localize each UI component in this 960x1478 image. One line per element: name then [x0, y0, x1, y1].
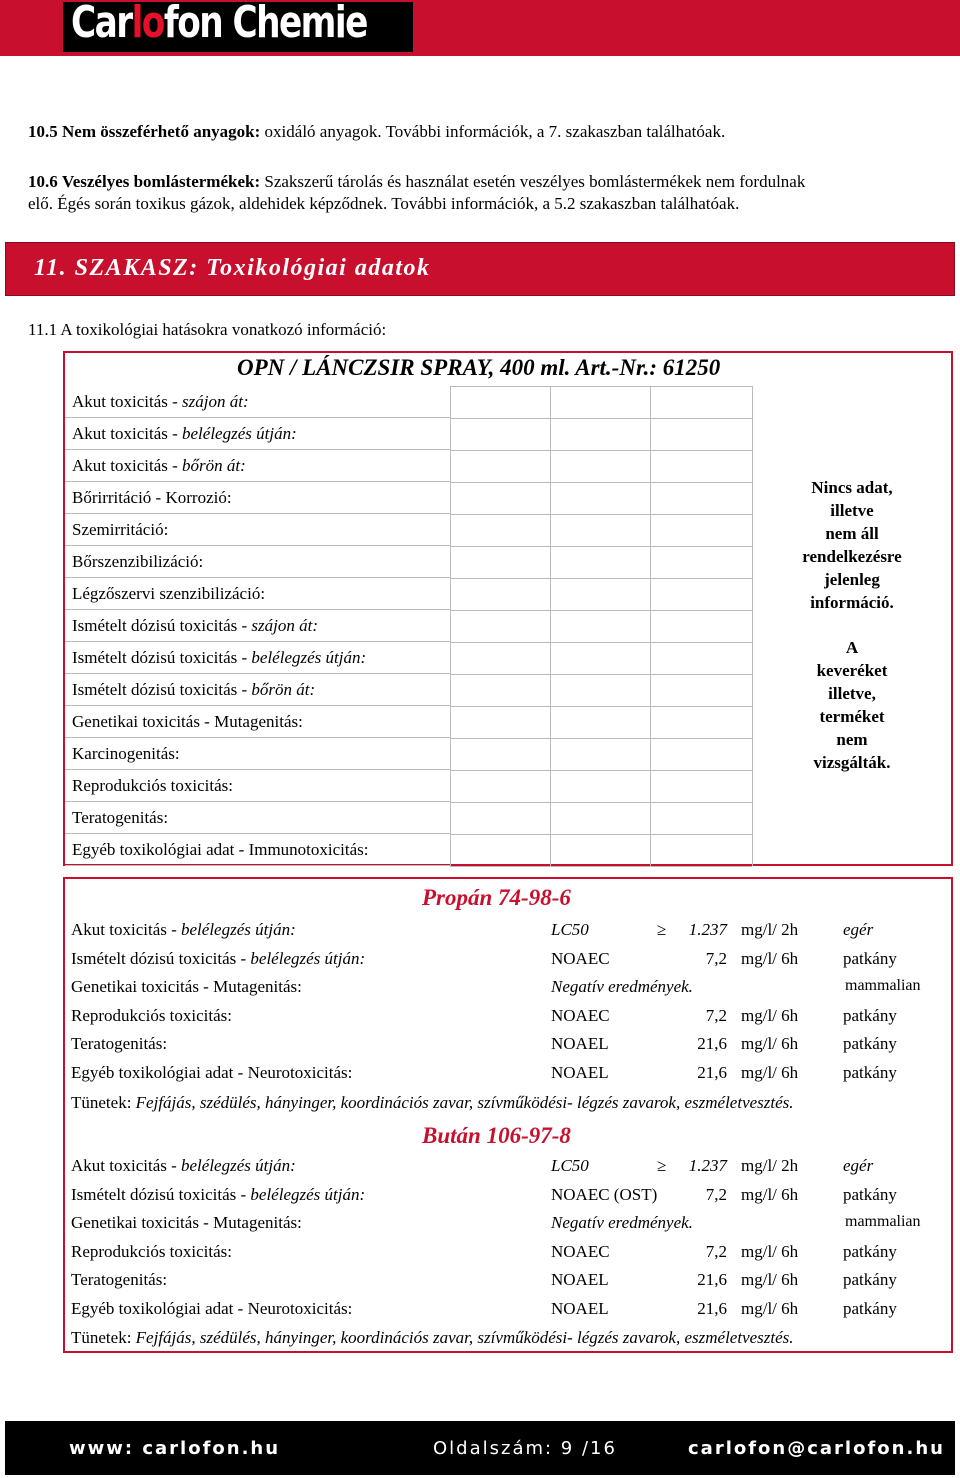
component-row-method: NOAEL — [551, 1270, 609, 1289]
component-row-label: Teratogenitás: — [71, 1270, 168, 1289]
butan-symptoms: Tünetek: Fejfájás, szédülés, hányinger, koordinációs zavar, szívműködési- légzés zavarok, eszméletvesztés. — [71, 1328, 794, 1347]
component-row-value: 1.237 — [688, 920, 727, 939]
tox-row — [65, 642, 450, 674]
component-row-unit: mg/l/ 2h — [741, 1156, 799, 1175]
section-11-banner — [5, 242, 955, 296]
note-line: információ. — [810, 593, 894, 612]
component-row-label: Teratogenitás: — [71, 1034, 168, 1053]
tox-row — [65, 770, 450, 802]
tox-row — [65, 738, 450, 770]
tox-row-label: Szemirritáció: — [72, 520, 169, 539]
component-row-value: 21,6 — [697, 1270, 727, 1289]
component-row-method: Negatív eredmények. — [551, 1213, 693, 1232]
note-line: illetve — [830, 501, 874, 520]
component-row-unit: mg/l/ 2h — [741, 920, 799, 939]
footer-email: carlofon@carlofon.hu — [688, 1438, 945, 1459]
component-row-label: Reprodukciós toxicitás: — [71, 1242, 233, 1261]
component-row-unit: mg/l/ 6h — [741, 1270, 799, 1289]
component-row-unit: mg/l/ 6h — [741, 1185, 799, 1204]
tox-row — [65, 514, 450, 546]
table-row-divider — [450, 770, 752, 771]
component-row-unit: mg/l/ 6h — [741, 949, 799, 968]
component-row-method: NOAEL — [551, 1063, 609, 1082]
note-line: nem áll — [825, 524, 879, 543]
propan-title: Propán 74-98-6 — [422, 885, 571, 910]
butan-title: Bután 106-97-8 — [422, 1123, 571, 1148]
component-row-method: NOAEL — [551, 1034, 609, 1053]
component-row-value: 7,2 — [705, 1242, 727, 1261]
tox-row-label: Genetikai toxicitás - Mutagenitás: — [72, 712, 303, 731]
component-row-value: 7,2 — [705, 1185, 727, 1204]
component-row-value: 1.237 — [688, 1156, 727, 1175]
table-row-divider — [450, 866, 752, 867]
table-column-divider — [550, 386, 551, 866]
table-row-divider — [450, 642, 752, 643]
tox-row-label: Karcinogenitás: — [72, 744, 180, 763]
table-row-divider — [450, 482, 752, 483]
tox-row — [65, 834, 450, 866]
tox-row — [65, 450, 450, 482]
component-row-species: patkány — [843, 1006, 897, 1025]
propan-symptoms: Tünetek: Fejfájás, szédülés, hányinger, koordinációs zavar, szívműködési- légzés zavarok, eszméletvesztés. — [71, 1093, 794, 1112]
table-row-divider — [450, 802, 752, 803]
component-row-unit: mg/l/ 6h — [741, 1063, 799, 1082]
company-logo: Carlofon Chemie — [71, 0, 367, 48]
component-row-value: 21,6 — [697, 1034, 727, 1053]
no-data-note — [752, 476, 952, 614]
component-row-method: NOAEL — [551, 1299, 609, 1318]
component-row-species: patkány — [843, 1034, 897, 1053]
tox-row-label: Bőrszenzibilizáció: — [72, 552, 204, 571]
component-row-unit: mg/l/ 6h — [741, 1034, 799, 1053]
component-row-label: Reprodukciós toxicitás: — [71, 1006, 233, 1025]
component-row-species: egér — [843, 1156, 874, 1175]
table-row-divider — [450, 418, 752, 419]
product-title: OPN / LÁNCZSIR SPRAY, 400 ml. Art.-Nr.: 61250 — [237, 355, 721, 380]
page-header — [0, 0, 960, 56]
component-row-value: 21,6 — [697, 1063, 727, 1082]
table-row-divider — [450, 674, 752, 675]
component-row-method: LC50 — [551, 1156, 589, 1175]
component-row-unit: mg/l/ 6h — [741, 1299, 799, 1318]
section-10-6-line2: elő. Égés során toxikus gázok, aldehidek képződnek. További információk, a 5.2 szakaszban találhatóak. — [28, 194, 740, 213]
tox-row-label: Ismételt dózisú toxicitás - szájon át: — [72, 616, 318, 635]
tox-row — [65, 706, 450, 738]
component-row-species: patkány — [843, 1270, 897, 1289]
page-footer — [5, 1421, 955, 1475]
tox-row — [65, 674, 450, 706]
section-10-5: 10.5 Nem összeférhető anyagok: oxidáló anyagok. További információk, a 7. szakaszban találhatóak. — [28, 122, 726, 141]
tox-row — [65, 578, 450, 610]
tox-row — [65, 546, 450, 578]
footer-website: www: carlofon.hu — [69, 1438, 281, 1459]
section-11-1-heading: 11.1 A toxikológiai hatásokra vonatkozó információ: — [28, 320, 387, 339]
table-column-divider — [752, 386, 753, 866]
component-row-unit: mg/l/ 6h — [741, 1006, 799, 1025]
tox-row — [65, 482, 450, 514]
table-column-divider — [650, 386, 651, 866]
table-row-divider — [450, 706, 752, 707]
greater-equal-symbol: ≥ — [657, 1156, 667, 1175]
component-row-label: Genetikai toxicitás - Mutagenitás: — [71, 977, 302, 996]
tox-row-label: Akut toxicitás - szájon át: — [72, 392, 249, 411]
section-10-6: 10.6 Veszélyes bomlástermékek: Szakszerű tárolás és használat esetén veszélyes bomlástermékek nem fordulnak — [28, 172, 806, 191]
note-line: jelenleg — [824, 570, 880, 589]
component-row-method: NOAEC (OST) — [551, 1185, 658, 1204]
note-line: rendelkezésre — [802, 547, 902, 566]
component-row-label: Genetikai toxicitás - Mutagenitás: — [71, 1213, 302, 1232]
table-row-divider — [450, 578, 752, 579]
component-row-value: 7,2 — [705, 1006, 727, 1025]
footer-page-number: Oldalszám: 9 /16 — [433, 1438, 617, 1459]
tox-row-label: Egyéb toxikológiai adat - Immunotoxicitás: — [72, 840, 369, 859]
note-line: vizsgálták. — [813, 753, 891, 772]
tox-row-label: Bőrirritáció - Korrozió: — [72, 488, 232, 507]
component-row-label: Akut toxicitás - belélegzés útján: — [71, 1156, 296, 1175]
tox-row-label: Akut toxicitás - belélegzés útján: — [72, 424, 297, 443]
note-line: keveréket — [816, 661, 888, 680]
tox-row-label: Teratogenitás: — [72, 808, 169, 827]
component-row-label: Ismételt dózisú toxicitás - belélegzés útján: — [71, 1185, 366, 1204]
component-row-unit: mg/l/ 6h — [741, 1242, 799, 1261]
component-row-species: patkány — [843, 949, 897, 968]
component-row-species: patkány — [843, 1063, 897, 1082]
component-row-species: mammalian — [845, 1213, 921, 1230]
note-line: illetve, — [828, 684, 876, 703]
component-row-method: NOAEC — [551, 1006, 610, 1025]
greater-equal-symbol: ≥ — [657, 920, 667, 939]
note-line: Nincs adat, — [811, 478, 893, 497]
table-row-divider — [450, 546, 752, 547]
component-row-label: Egyéb toxikológiai adat - Neurotoxicitás: — [71, 1063, 353, 1082]
tox-row-label: Ismételt dózisú toxicitás - bőrön át: — [72, 680, 316, 699]
component-row-species: egér — [843, 920, 874, 939]
component-row-species: mammalian — [845, 977, 921, 994]
section-11-title: 11. SZAKASZ: Toxikológiai adatok — [34, 255, 431, 281]
component-row-value: 7,2 — [705, 949, 727, 968]
tox-row-label: Reprodukciós toxicitás: — [72, 776, 234, 795]
tox-row — [65, 386, 450, 418]
not-tested-note — [752, 636, 952, 774]
component-row-method: Negatív eredmények. — [551, 977, 693, 996]
component-row-species: patkány — [843, 1299, 897, 1318]
table-row-divider — [450, 834, 752, 835]
tox-row — [65, 610, 450, 642]
table-row-divider — [450, 450, 752, 451]
table-row-divider — [450, 738, 752, 739]
table-row-divider — [450, 386, 752, 387]
component-row-method: NOAEC — [551, 949, 610, 968]
table-row-divider — [450, 514, 752, 515]
table-row-divider — [450, 610, 752, 611]
tox-row — [65, 802, 450, 834]
note-line: terméket — [819, 707, 885, 726]
tox-row-label: Légzőszervi szenzibilizáció: — [72, 584, 266, 603]
component-row-label: Akut toxicitás - belélegzés útján: — [71, 920, 296, 939]
component-row-species: patkány — [843, 1185, 897, 1204]
note-line: nem — [836, 730, 868, 749]
component-row-species: patkány — [843, 1242, 897, 1261]
table-column-divider — [450, 386, 451, 866]
component-row-method: LC50 — [551, 920, 589, 939]
note-line: A — [845, 638, 859, 657]
component-row-label: Ismételt dózisú toxicitás - belélegzés útján: — [71, 949, 366, 968]
tox-row-label: Ismételt dózisú toxicitás - belélegzés útján: — [72, 648, 367, 667]
component-row-label: Egyéb toxikológiai adat - Neurotoxicitás: — [71, 1299, 353, 1318]
tox-row — [65, 418, 450, 450]
component-row-value: 21,6 — [697, 1299, 727, 1318]
tox-row-label: Akut toxicitás - bőrön át: — [72, 456, 246, 475]
component-row-method: NOAEC — [551, 1242, 610, 1261]
